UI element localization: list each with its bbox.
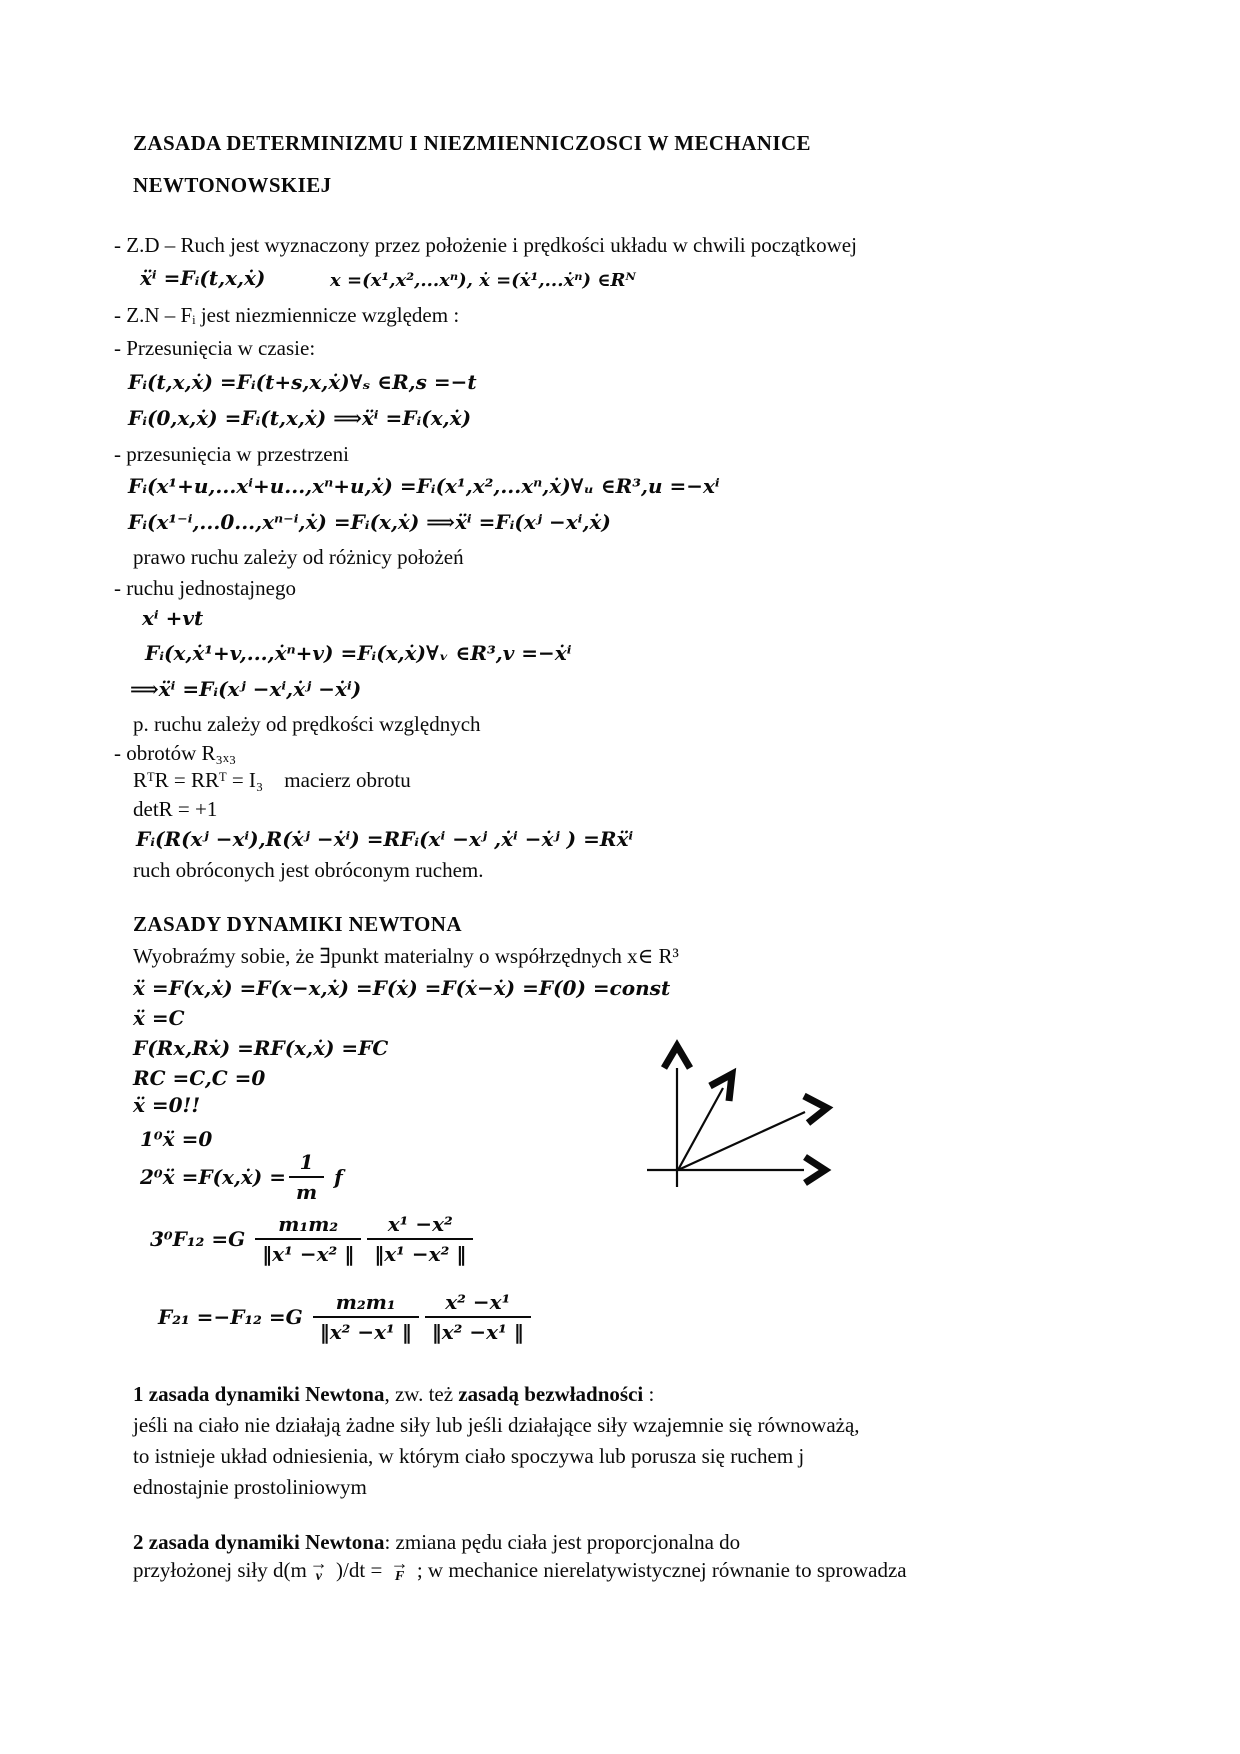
fraction-denominator: ‖x² −x¹ ‖ [431, 1320, 524, 1344]
page-title-line2: NEWTONOWSKIEJ [133, 173, 332, 197]
bullet-space-shift: - przesunięcia w przestrzeni [114, 442, 349, 466]
coordinate-axes-diagram [620, 1020, 860, 1200]
formula-time-shift-2: Fᵢ(0,x,ẋ) =Fᵢ(t,x,ẋ) ⟹ẍⁱ =Fᵢ(x,ẋ) [128, 406, 472, 430]
fraction-numerator: x¹ −x² [367, 1212, 473, 1240]
formula-constant: ẍ =C [133, 1006, 185, 1030]
law2-text: : zmiana pędu ciała jest proporcjonalna do [384, 1530, 741, 1554]
formula-second-law-suffix: f [327, 1165, 343, 1189]
law1-text-line2: jeśli na ciało nie działają żadne siły lub jeśli działające siły wzajemnie się równoważą, [133, 1413, 860, 1437]
law1-alt-title: zasadą bezwładności [458, 1382, 644, 1406]
note-material-point: Wyobraźmy sobie, że ∃punkt materialny o współrzędnych x∈ R³ [133, 944, 679, 968]
fraction-direction [367, 1212, 473, 1266]
formula-time-shift-1: Fᵢ(t,x,ẋ) =Fᵢ(t+s,x,ẋ)∀ₛ ∈R,s =−t [128, 370, 477, 394]
formula-free-particle: ẍ =F(x,ẋ) =F(x−x,ẋ) =F(ẋ) =F(ẋ−ẋ) =F(0) =const [133, 976, 671, 1000]
x-axis-arrowhead-icon [805, 1157, 825, 1183]
bullet-uniform-motion: - ruchu jednostajnego [114, 576, 296, 600]
fraction-denominator: ‖x² −x¹ ‖ [319, 1320, 412, 1344]
formula-space-shift-2: Fᵢ(x¹⁻ⁱ,...0...,xⁿ⁻ⁱ,ẋ) =Fᵢ(x,ẋ) ⟹ẍⁱ =Fᵢ(xʲ −xⁱ,ẋ) [128, 510, 611, 534]
vector-arrow-icon: → [390, 1552, 409, 1573]
y-axis-arrowhead-icon [664, 1046, 690, 1068]
vector-arrow-icon: → [309, 1552, 328, 1573]
formula-phase-space: x =(x¹,x²,...xⁿ), ẋ =(ẋ¹,...ẋⁿ) ∈Rᴺ [330, 270, 636, 291]
note-position-difference: prawo ruchu zależy od różnicy położeń [133, 545, 464, 569]
formula-second-law-prefix: 2⁰ẍ =F(x,ẋ) = [140, 1165, 286, 1189]
law1-title: 1 zasada dynamiki Newtona [133, 1382, 385, 1406]
vector-letter-v: v [315, 1568, 322, 1584]
vector-letter-f: F [394, 1568, 405, 1584]
fraction-masses [313, 1290, 419, 1344]
law1-text-line3: to istnieje układ odniesienia, w którym ciało spoczywa lub porusza się ruchem j [133, 1444, 805, 1468]
law2-heading-line [133, 1530, 740, 1555]
bullet-invariance: - Z.N – Fᵢ jest niezmiennicze względem : [114, 303, 460, 327]
formula-zero-acceleration: ẍ =0!! [133, 1093, 201, 1117]
formula-galilean-boost: xⁱ +vt [142, 606, 204, 630]
law1-colon: : [643, 1382, 655, 1406]
law1-heading-line [133, 1382, 654, 1407]
bullet-time-shift: - Przesunięcia w czasie: [114, 336, 316, 360]
velocity-vector [309, 1552, 328, 1584]
note-determinant: detR = +1 [133, 797, 218, 821]
formula-second-law [140, 1150, 343, 1204]
law2-text-mid: )/dt = [330, 1558, 388, 1582]
fraction-one-over-m [289, 1150, 324, 1204]
formula-rc-zero: RC =C,C =0 [133, 1066, 266, 1090]
law2-text-line2 [133, 1552, 907, 1584]
note-relative-velocity: p. ruchu zależy od prędkości względnych [133, 712, 481, 736]
vector-2-arrowhead-icon [804, 1096, 827, 1123]
note-rotated-motion: ruch obróconych jest obróconym ruchem. [133, 858, 484, 882]
formula-first-law: 1⁰ẍ =0 [140, 1127, 213, 1151]
page-title-line1: ZASADA DETERMINIZMU I NIEZMIENNICZOSCI W MECHANICE [133, 131, 811, 155]
bullet-rotations: - obrotów R₃ₓ₃ [114, 741, 237, 765]
formula-rotated-force: F(Rx,Rẋ) =RF(x,ẋ) =FC [133, 1036, 389, 1060]
fraction-numerator: x² −x¹ [425, 1290, 531, 1318]
vector-1-line [678, 1088, 723, 1170]
formula-gravitation-prefix: F₂₁ =−F₁₂ =G [158, 1305, 310, 1329]
law2-title: 2 zasada dynamiki Newtona [133, 1530, 385, 1554]
note-rotation-matrix: RᵀR = RRᵀ = I₃ macierz obrotu [133, 768, 411, 792]
vector-2-line [678, 1112, 805, 1170]
formula-velocity-shift-1: Fᵢ(x,ẋ¹+v,...,ẋⁿ+v) =Fᵢ(x,ẋ)∀ᵥ ∈R³,v =−ẋⁱ [145, 641, 572, 665]
formula-rotation-covariance: Fᵢ(R(xʲ −xⁱ),R(ẋʲ −ẋⁱ) =RFᵢ(xⁱ −xʲ ,ẋⁱ −ẋʲ ) =Rẍⁱ [136, 827, 634, 851]
fraction-denominator: m [295, 1180, 318, 1204]
formula-velocity-shift-2: ⟹ẍⁱ =Fᵢ(xʲ −xⁱ,ẋʲ −ẋⁱ) [130, 677, 362, 701]
law2-text-pre: przyłożonej siły d(m [133, 1558, 307, 1582]
formula-equation-of-motion: ẍⁱ =Fᵢ(t,x,ẋ) [140, 266, 266, 290]
formula-gravitation-prefix: 3⁰F₁₂ =G [150, 1227, 253, 1251]
force-vector [390, 1552, 409, 1584]
fraction-denominator: ‖x¹ −x² ‖ [262, 1242, 355, 1266]
bullet-determinism: - Z.D – Ruch jest wyznaczony przez położenie i prędkości układu w chwili początkowej [114, 233, 857, 257]
formula-space-shift-1: Fᵢ(x¹+u,...xⁱ+u...,xⁿ+u,ẋ) =Fᵢ(x¹,x²,...xⁿ,ẋ)∀ᵤ ∈R³,u =−xⁱ [128, 474, 720, 498]
vector-1-arrowhead-icon [710, 1074, 732, 1101]
section-heading-newton-dynamics: ZASADY DYNAMIKI NEWTONA [133, 912, 462, 936]
formula-gravitation-f12 [150, 1212, 476, 1266]
formula-gravitation-f21 [158, 1290, 534, 1344]
fraction-numerator: 1 [289, 1150, 324, 1178]
fraction-numerator: m₂m₁ [313, 1290, 419, 1318]
law1-connector: , zw. też [384, 1382, 459, 1406]
fraction-numerator: m₁m₂ [255, 1212, 361, 1240]
fraction-denominator: ‖x¹ −x² ‖ [374, 1242, 467, 1266]
fraction-direction [425, 1290, 531, 1344]
fraction-masses [255, 1212, 361, 1266]
law2-text-post: ; w mechanice nierelatywistycznej równanie to sprowadza [411, 1558, 907, 1582]
law1-text-line4: ednostajnie prostoliniowym [133, 1475, 367, 1499]
